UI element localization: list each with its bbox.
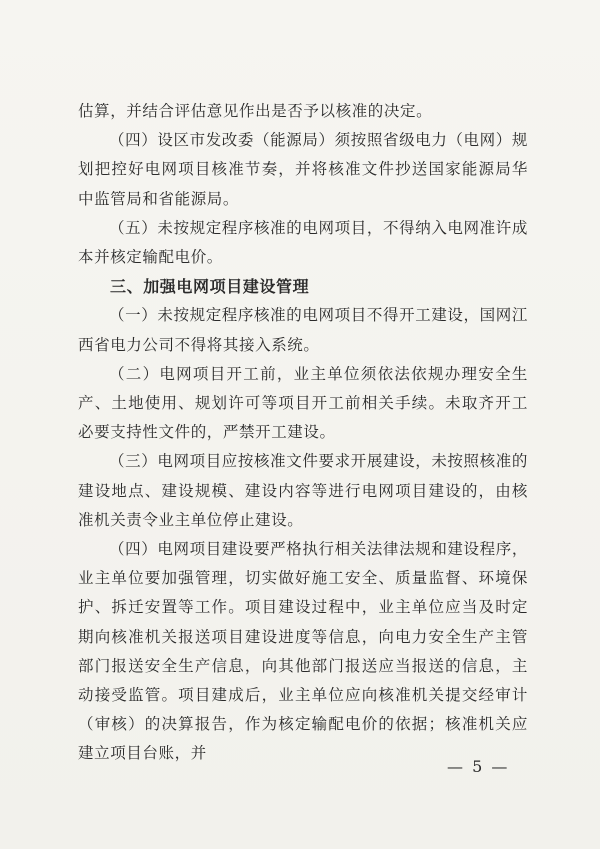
paragraph-item-4: （四）设区市发改委（能源局）须按照省级电力（电网）规划把控好电网项目核准节奏，并将核准文件抄送国家能源局华中监管局和省能源局。 (78, 131, 528, 208)
section-heading: 三、加强电网项目建设管理 (110, 277, 310, 297)
paragraph-continuation: 估算，并结合评估意见作出是否予以核准的决定。 (78, 102, 433, 120)
paragraph-item-1: （一）未按规定程序核准的电网项目不得开工建设，国网江西省电力公司不得将其接入系统。 (78, 306, 528, 354)
paragraph-item-2: （二）电网项目开工前，业主单位须依法依规办理安全生产、土地使用、规划许可等项目开工前相关手续。未取齐开工必要支持性文件的，严禁开工建设。 (78, 364, 528, 442)
paragraph-item-5: （五）未按规定程序核准的电网项目，不得纳入电网准许成本并核定输配电价。 (78, 218, 528, 267)
page-number: — 5 — (447, 757, 510, 776)
paragraph-item-4b: （四）电网项目建设要严格执行相关法律法规和建设程序，业主单位要加强管理，切实做好施工安全、质量监督、环境保护、拆迁安置等工作。项目建设过程中，业主单位应当及时定期向核准机关报送项目建设进度等信息，向电力安全生产主管部门报送安全生产信息，向其他部门报送应当报送的信息，主动接受监管。项目建成后，业主单位应向核准机关提交经审计（审核）的决算报告，作为核定输配电价的依据；核准机关应建立项目台账，并 (78, 540, 528, 763)
paragraph-item-3: （三）电网项目应按核准文件要求开展建设，未按照核准的建设地点、建设规模、建设内容等进行电网项目建设的，由核准机关责令业主单位停止建设。 (78, 452, 528, 529)
document-body (78, 97, 528, 769)
